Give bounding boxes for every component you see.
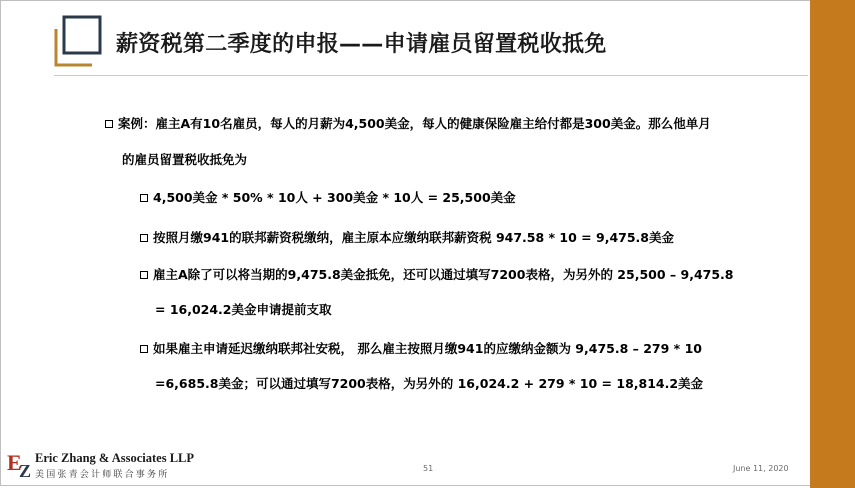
case-bullet [105,107,711,141]
sub-bullet-4-line-2: =6,685.8美金；可以通过填写7200表格，为另外的 16,024.2 + 279 * 10 = 18,814.2美金 [155,376,704,391]
checkbox-bullet-icon [105,120,113,128]
svg-text:Z: Z [19,461,32,479]
sub-bullet-2 [140,221,674,255]
sub-bullet-3-text: 雇主A除了可以将当期的9,475.8美金抵免，还可以通过填写7200表格，为另外的 25,500 – 9,475.8 [153,267,734,282]
firm-name-chinese: 美国张青会计师联合事务所 [35,470,170,480]
slide-title: 薪资税第二季度的申报——申请雇员留置税收抵免 [116,32,607,57]
sub-bullet-2-text: 按照月缴941的联邦薪资税缴纳，雇主原本应缴纳联邦薪资税 947.58 * 10 = 9,475.8美金 [153,230,674,245]
slide-date: June 11, 2020 [733,464,789,473]
checkbox-bullet-icon [140,271,148,279]
checkbox-bullet-icon [140,194,148,202]
svg-text:E: E [7,450,22,475]
accent-sidebar [810,0,855,488]
firm-logo-icon [7,449,35,479]
corner-logo-icon [54,15,104,67]
case-line-2: 的雇员留置税收抵免为 [122,152,248,167]
sub-bullet-3 [140,258,733,292]
checkbox-bullet-icon [140,234,148,242]
sub-bullet-1-text: 4,500美金 * 50% * 10人 + 300美金 * 10人 = 25,500美金 [153,190,516,205]
sub-bullet-1 [140,181,516,215]
case-line-1: 案例：雇主A有10名雇员，每人的月薪为4,500美金，每人的健康保险雇主给付都是300美金。那么他单月 [118,116,711,131]
sub-bullet-4-text: 如果雇主申请延迟缴纳联邦社安税， 那么雇主按照月缴941的应缴纳金额为 9,475.8 – 279 * 10 [153,341,702,356]
sub-bullet-3-line-2: = 16,024.2美金申请提前支取 [155,302,332,317]
sub-bullet-4 [140,332,702,366]
checkbox-bullet-icon [140,345,148,353]
page-number: 51 [423,464,434,473]
title-divider [54,75,808,76]
firm-name: Eric Zhang & Associates LLP [35,451,195,465]
